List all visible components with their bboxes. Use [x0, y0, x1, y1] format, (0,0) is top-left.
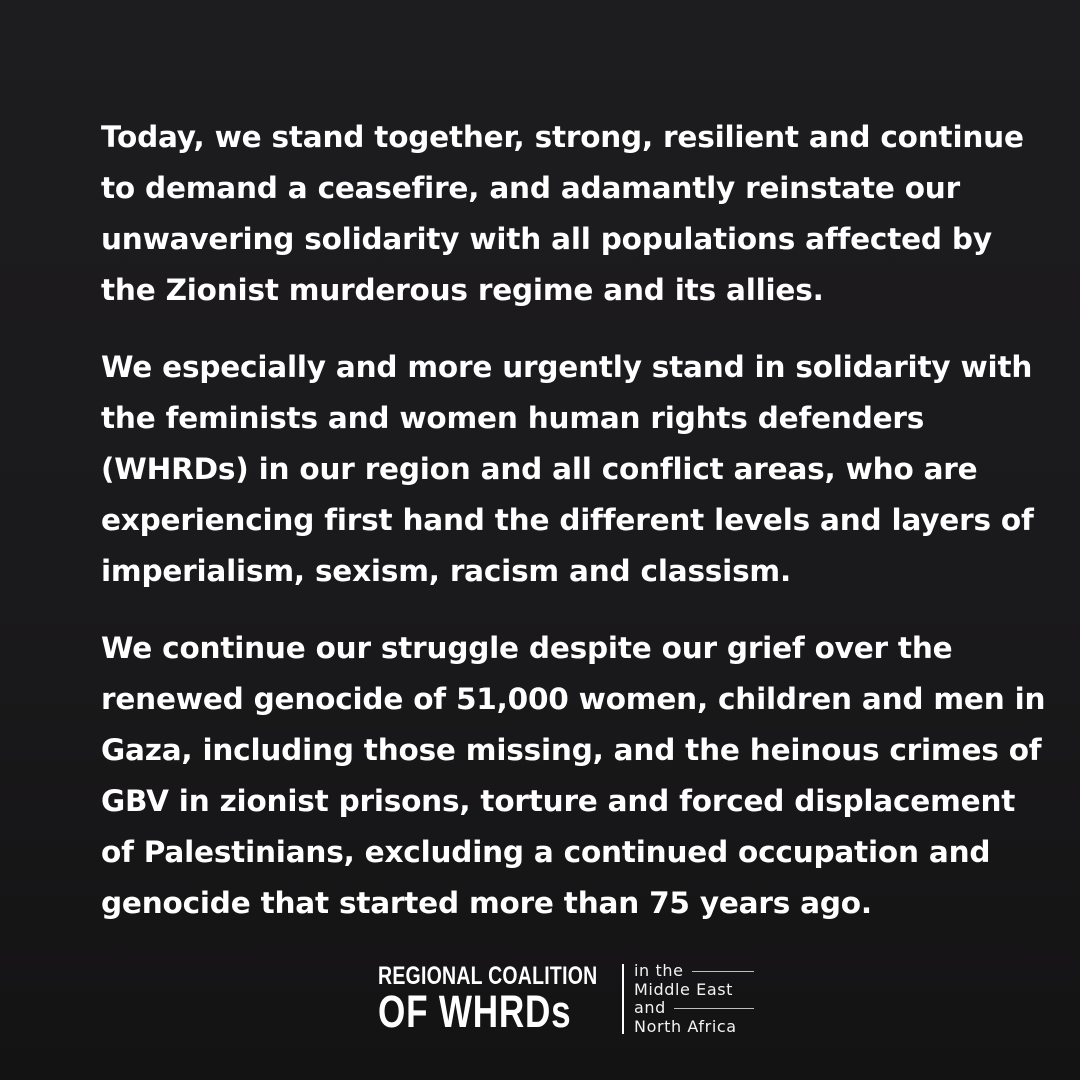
paragraph-line: Today, we stand together, strong, resilient and continue	[101, 120, 1024, 154]
paragraph-line: imperialism, sexism, racism and classism.	[101, 554, 791, 588]
paragraph-line: (WHRDs) in our region and all conflict areas, who are	[101, 452, 978, 486]
logo-side-text: and	[634, 998, 666, 1017]
paragraph-line: We especially and more urgently stand in solidarity with	[101, 350, 1033, 384]
logo-side-row	[634, 999, 754, 1018]
logo-rule	[674, 1008, 754, 1009]
paragraph-ceasefire	[101, 112, 1031, 316]
paragraph-line: unwavering solidarity with all populations affected by	[101, 222, 992, 256]
paragraph-line: renewed genocide of 51,000 women, children and men in	[101, 682, 1046, 716]
paragraph-struggle	[101, 623, 1046, 929]
logo-side-row	[634, 981, 754, 1000]
logo-region-text	[634, 962, 754, 1036]
coalition-logo	[378, 962, 754, 1036]
logo-side-text: Middle East	[634, 979, 734, 999]
logo-line-2: OF WHRDs	[378, 986, 572, 1037]
paragraph-solidarity	[101, 342, 1034, 597]
paragraph-line: of Palestinians, excluding a continued occupation and	[101, 835, 991, 869]
paragraph-line: We continue our struggle despite our grief over the	[101, 631, 953, 665]
logo-line-1: REGIONAL COALITION	[378, 962, 598, 990]
paragraph-line: GBV in zionist prisons, torture and forced displacement	[101, 784, 1016, 818]
paragraph-line: the Zionist murderous regime and its allies.	[101, 273, 824, 307]
paragraph-line: the feminists and women human rights defenders	[101, 401, 925, 435]
logo-side-row	[634, 1018, 754, 1037]
paragraph-line: Gaza, including those missing, and the heinous crimes of	[101, 733, 1042, 767]
logo-side-row	[634, 962, 754, 981]
paragraph-line: experiencing first hand the different levels and layers of	[101, 503, 1034, 537]
logo-side-text: North Africa	[634, 1016, 737, 1036]
logo-side-text: in the	[634, 961, 684, 980]
paragraph-line: genocide that started more than 75 years ago.	[101, 886, 872, 920]
logo-divider	[622, 964, 624, 1034]
logo-wordmark	[378, 962, 598, 1037]
paragraph-line: to demand a ceasefire, and adamantly reinstate our	[101, 171, 960, 205]
statement-text	[101, 112, 1046, 955]
logo-rule	[692, 971, 754, 972]
